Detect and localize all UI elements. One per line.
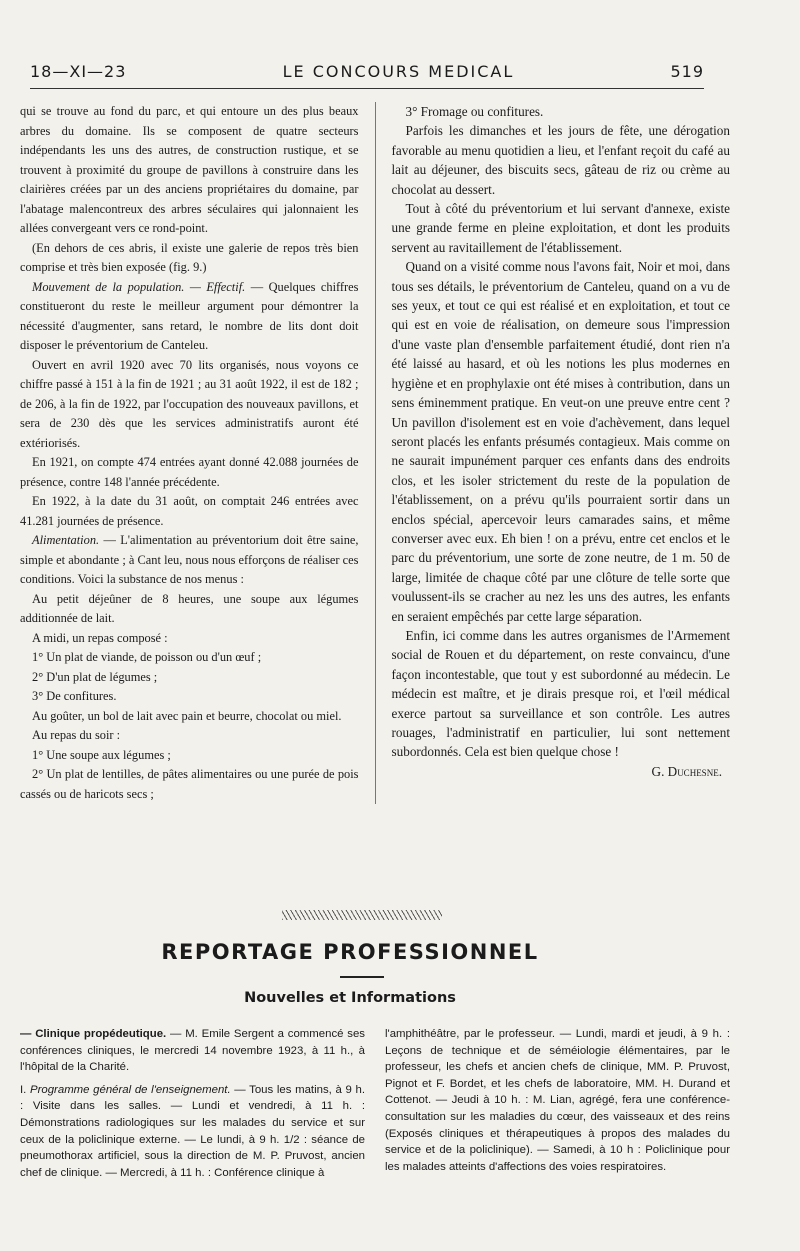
news-left-column [20,1026,365,1181]
programme-heading: Programme général de l'enseignement. [30,1083,231,1096]
left-paragraph: (En dehors de ces abris, il existe une galerie de repos très bien comprise et très bien exposée (fig. 9.) [20,240,359,274]
running-header [30,62,704,81]
mouvement-heading: Mouvement de la population. — Effectif. [32,279,246,294]
news-paragraph [20,1082,365,1182]
programme-text: — Tous les matins, à 9 h. : Visite dans les salles. — Lundi et vendredi, à 11 h. : Démonstrations radiologiques sur les malades du service et sur ceux de la policlinique externe. — Le lundi, à 9 h. 1/2 : séance de pneumothorax artificiel, sous la direction de M. P. Pruvost, ancien chef de clinique. — Mercredi, à 11 h. : Conférence clinique à [20,1083,365,1179]
right-paragraph: 3° Fromage ou confitures. [405,104,544,119]
menu-item: 2° D'un plat de légumes ; [32,669,158,684]
right-paragraph: Parfois les dimanches et les jours de fête, une dérogation favorable au menu quotidien a lieu, et l'enfant reçoit du café au lait au déjeuner, des biscuits secs, gâteau de riz ou crème au chocolat au dessert. [391,123,730,197]
left-paragraph: En 1922, à la date du 31 août, on comptait 246 entrées avec 41.281 journées de présence. [20,494,359,528]
alimentation-paragraph [20,531,359,590]
news-text: — M. Emile Sergent a commencé ses conférences cliniques, le mercredi 14 novembre 1923, à 11 h., à l'hôpital de la Charité. [20,1028,366,1074]
news-columns [20,1026,730,1181]
left-column [20,102,359,804]
left-paragraph: Ouvert en avril 1920 avec 70 lits organisés, nous voyons ce chiffre passé à 151 à la fin de 1921 ; au 31 août 1922, il est de 182 ; de 206, à la fin de 1922, par l'occupation des nouveaux pavillons, et sera de 230 dès que les services administratifs auront été extériorisés. [20,357,359,450]
menu-item: A midi, un repas composé : [32,630,168,645]
menu-item: 1° Une soupe aux légumes ; [32,747,171,762]
mouvement-text: — Quelques chiffres constitueront du reste le meilleur argument pour démontrer la nécessité d'augmenter, sans retard, le nombre de lits dont doit disposer le préventorium de Canteleu. [20,279,359,352]
right-column [392,102,731,804]
alimentation-text: — L'alimentation au préventorium doit être saine, simple et abondante ; à Cant leu, nous nous efforçons de réaliser ces conditions. Voici la substance de nos menus : [20,533,359,586]
left-paragraph: En 1921, on compte 474 entrées ayant donné 42.088 journées de présence, contre 148 l'année précédente. [20,455,359,489]
mouvement-paragraph [20,278,359,356]
section-title: REPORTAGE PROFESSIONNEL [161,940,539,964]
menu-item: 3° De confitures. [32,689,117,703]
header-journal-title: LE CONCOURS MEDICAL [282,62,515,81]
article-columns [20,102,730,804]
ornamental-rule [282,910,442,920]
section-title-rule [340,976,384,978]
news-paragraph: l'amphithéâtre, par le professeur. — Lundi, mardi et jeudi, à 9 h. : Leçons de technique et de séméiologie élémentaires, par le professeur, les chefs et ancien chefs de clinique, MM. P. Pruvost, Pignot et F. Bordet, et les chefs de laboratoire, MM. H. Durand et Cottenot. — Jeudi à 10 h. : M. Lian, agrégé, fera une conférence-consultation sur les maladies du cœur, des vaisseaux et des reins (Exposés cliniques et thérapeutiques à propos des malades du service et de la policlinique). — Samedi, à 10 h : Policlinique pour les malades atteints d'affections des voies respiratoires. [385,1028,730,1173]
menu-item: 2° Un plat de lentilles, de pâtes alimentaires ou une purée de pois cassés ou de haricots secs ; [20,767,359,801]
alimentation-heading: Alimentation. [32,533,100,547]
menu-item: 1° Un plat de viande, de poisson ou d'un œuf ; [32,650,262,664]
menu-item: Au petit déjeûner de 8 heures, une soupe aux légumes additionnée de lait. [20,591,359,625]
right-paragraph: Tout à côté du préventorium et lui servant d'annexe, existe une grande ferme en pleine exploitation, et dont les produits servent au ravitaillement de l'établissement. [391,201,730,255]
author-signature: G. Duchesne. [651,763,722,779]
news-prefix: I. [20,1083,30,1096]
header-page-number: 519 [670,62,704,81]
header-rule [30,88,704,89]
right-paragraph: Enfin, ici comme dans les autres organismes de l'Armement social de Rouen et du département, on reste convaincu, d'une façon incontestable, que tout y est subordonné au médecin. Le médecin est maître, et je dirais presque roi, et l'œil médical exerce partout sa surveillance et son contrôle. Les autres rouages, l'administratif en particulier, lui sont nettement subordonnés. Cela est bien quelque chose ! [391,627,730,760]
menu-item: Au repas du soir : [32,728,121,742]
news-paragraph [20,1026,365,1076]
news-right-column [385,1026,730,1181]
right-paragraph: Quand on a visité comme nous l'avons fait, Noir et moi, dans tous ses détails, le préventorium de Canteleu, quand on a vu de ses yeux, et tout ce qui est réalisé et en exploitation, et tout ce qui est en voie de réalisation, on demeure sous l'impression d'une vaste plan d'ensemble parfaitement étudié, dont rien n'a été laissé au hasard, et où les notions les plus modernes en hygiène et en prophylaxie ont été mises à contribution, dans un sens éminemment pratique. En veut-on une preuve entre cent ? Un pavillon d'isolement est en voie d'achèvement, dans lequel seront placés les enfants présumés contagieux. Mais comme on ne saurait impunément parquer ces enfants dans des endroits clos, et les isoler strictement du reste de la population de l'établissement, on a prévu qu'ils pourraient sortir dans un enclos spécial, apercevoir leurs camarades sains, et même converser avec eux. Eh bien ! on a prévu, entre cet enclos et le parc du préventorium, une sorte de zone neutre, de 1 m. 50 de large, limitée de chaque côté par une clôture de telle sorte que voulussent-ils se cracher au nez les uns des autres, les enfants en seraient empêchés par cette large séparation. [391,259,730,624]
menu-item: Au goûter, un bol de lait avec pain et beurre, chocolat ou miel. [32,708,342,723]
news-lead: — Clinique propédeutique. [20,1028,167,1040]
column-divider [375,102,376,804]
header-date: 18—XI—23 [30,62,127,81]
section-subtitle: Nouvelles et Informations [244,990,456,1006]
left-paragraph: qui se trouve au fond du parc, et qui entoure un des plus beaux arbres du domaine. Ils se composent de quatre secteurs indépendants les uns des autres, de construction rustique, et se trouvent à proximité du groupe de pavillons à construire dans les clairières créées par un des anciens propriétaires du domaine, par l'abatage malencontreux des arbres séculaires qui jalonnaient les allées convergeant vers ce rond-point. [20,104,359,235]
